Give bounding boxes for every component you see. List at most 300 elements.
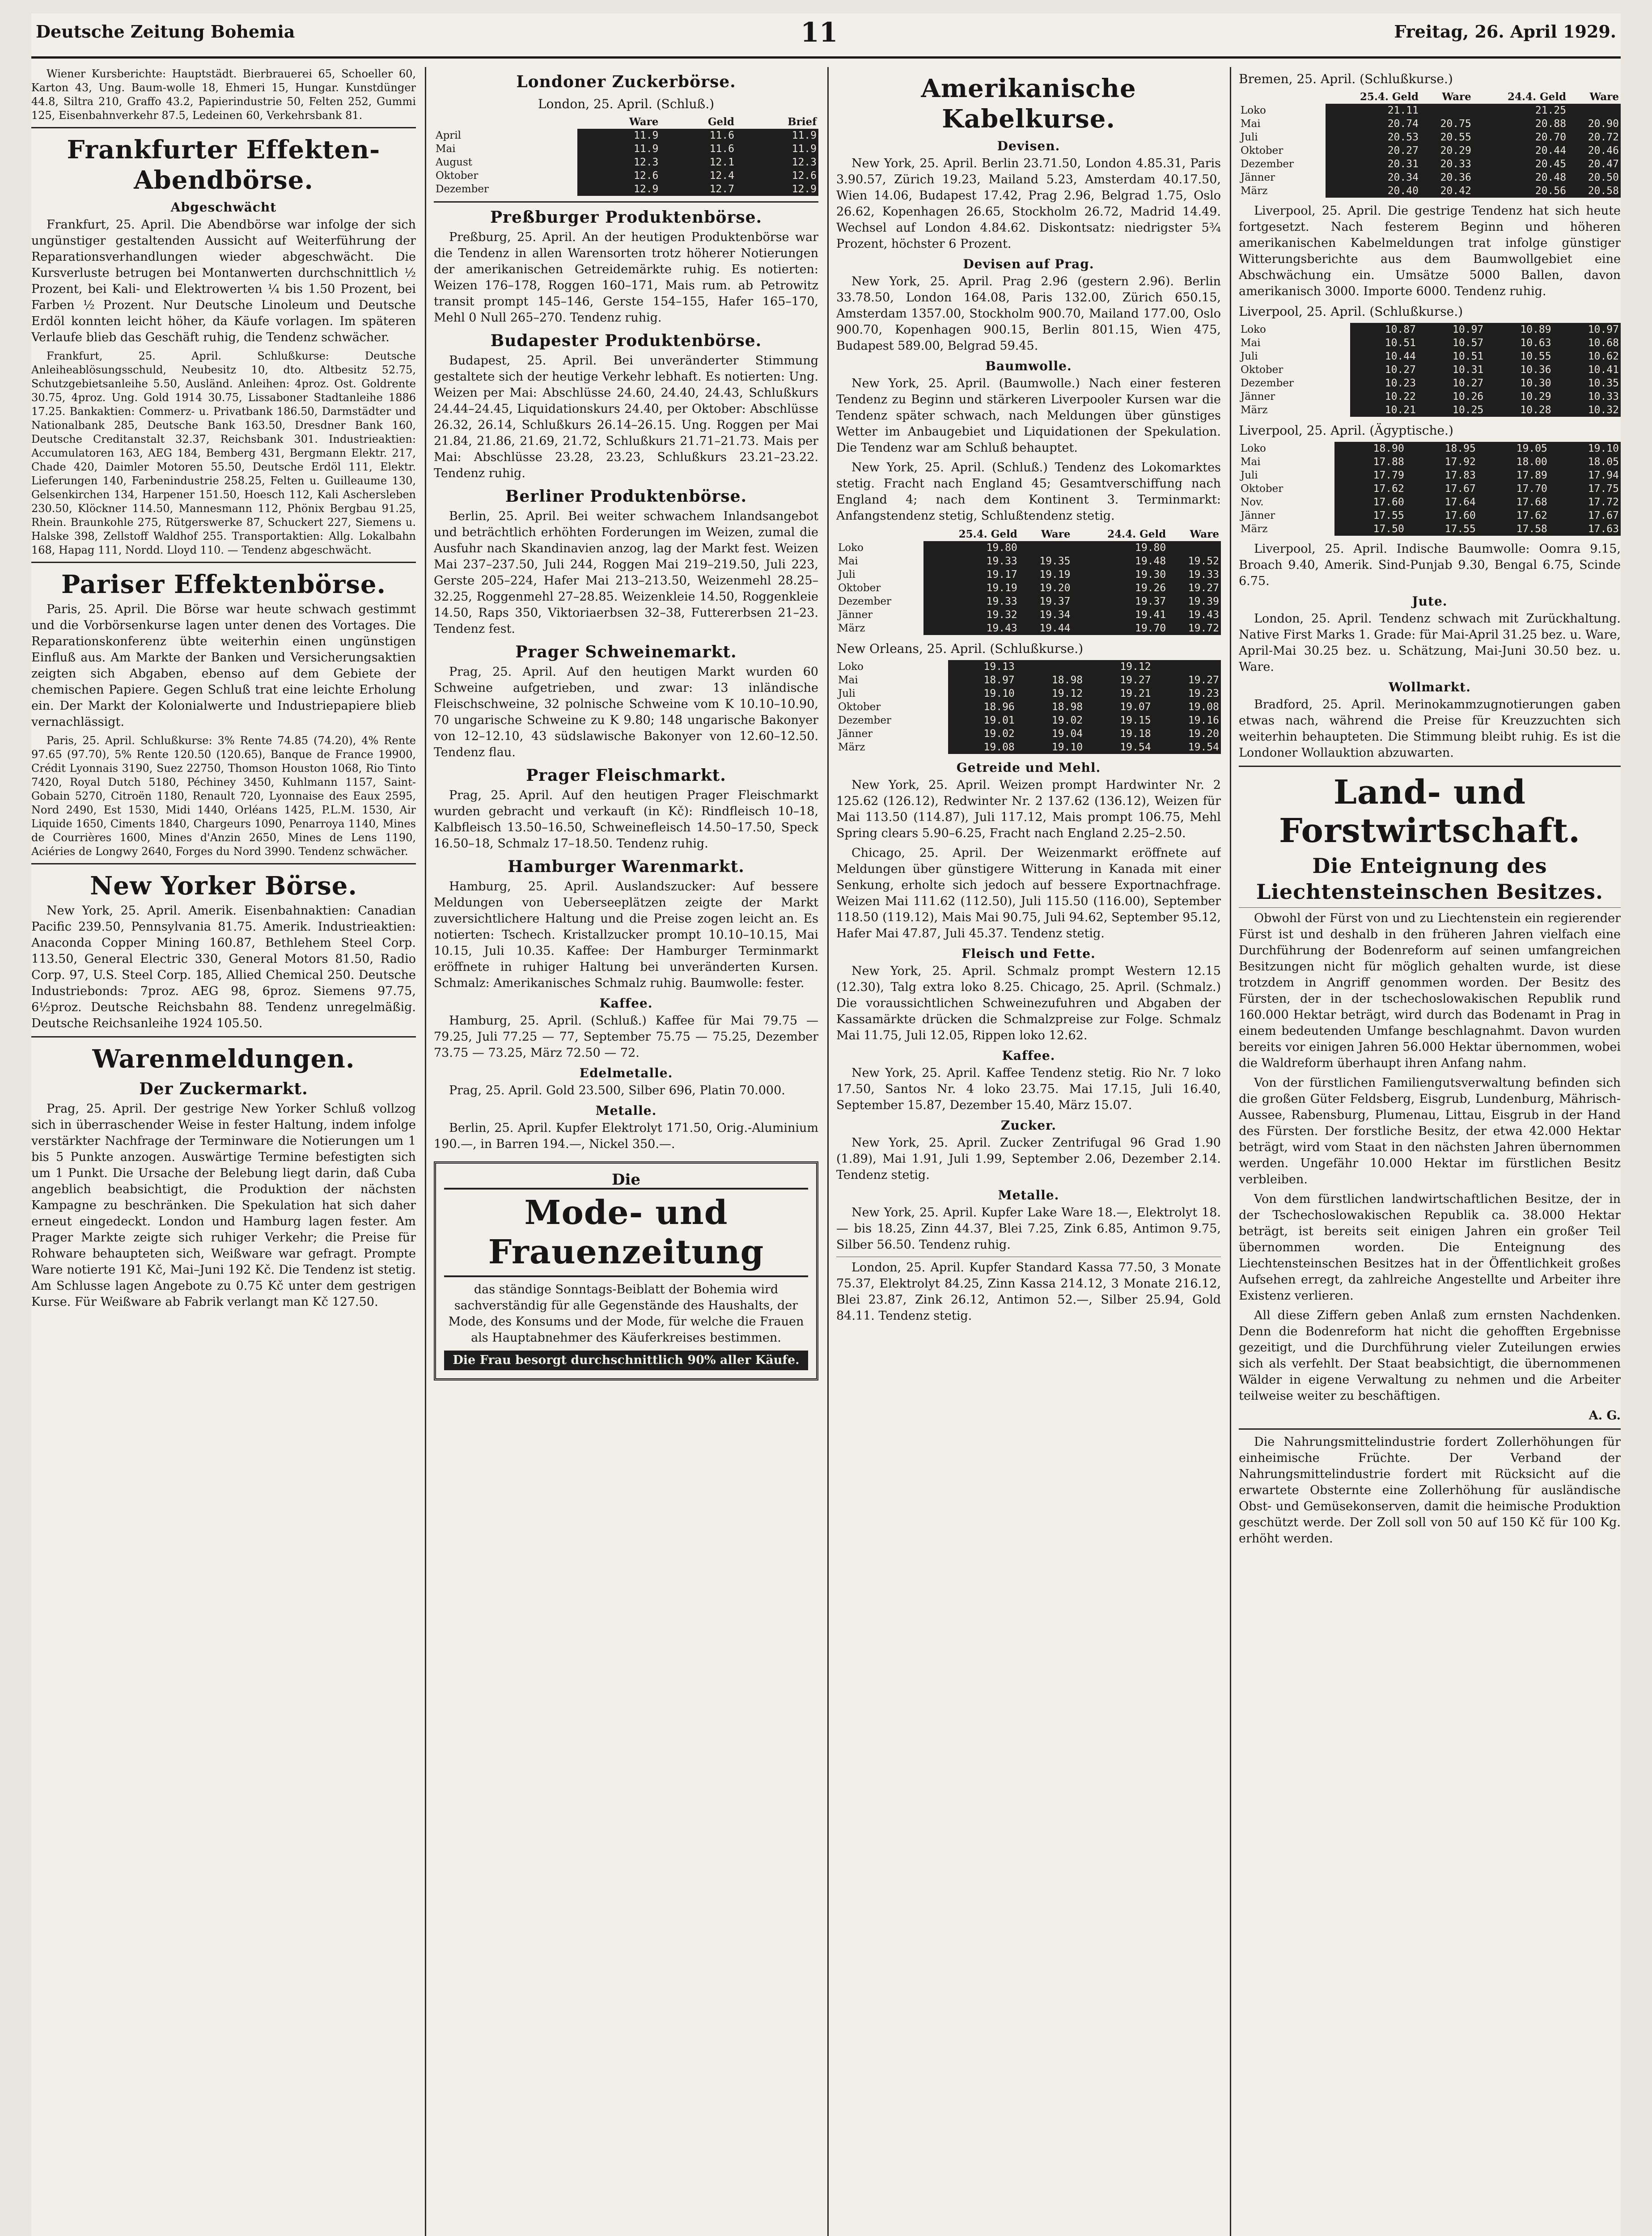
table-row <box>1239 442 1621 455</box>
table-cell: 19.17 <box>923 568 1019 581</box>
zucker-report: Prag, 25. April. Der gestrige New Yorker Schluß vollzog sich in überraschender Weise in fester Haltung, indem infolge verstärkter Nachfrage der Terminware die Notierungen um 1 bis 5 Punkte anzogen. Auswärtige Termine befestigten sich um 1 Punkt. Die Ursache der Belebung liegt darin, daß Cuba angeblich beabsichtigt, die Produktion der nächsten Kampagne zu beschränken. Die Spekulation hat sich daher erneut eingedeckt. London und Hamburg lagen fester. Am Prager Markte zeigte sich ruhiger Verkehr; die Preise für Rohware behaupteten sich, Weißware war gefragt. Prompte Ware notierte 191 Kč, Mai–Juni 192 Kč. Die Tendenz ist stetig. Am Schlusse lagen Angebote zu 0.75 Kč unter dem gestrigen Kurse. Für Weißware ab Fabrik verlangt man Kč 127.50. <box>31 1102 416 1309</box>
table-cell: 19.37 <box>1072 595 1168 608</box>
table-cell: 19.20 <box>1153 727 1221 741</box>
table-row-label: Mai <box>1241 118 1261 130</box>
table-cell: 17.62 <box>1478 509 1549 522</box>
paris-closing-quotes: Paris, 25. April. Schlußkurse: 3% Rente 74.85 (74.20), 4% Rente 97.65 (97.70), 5% Rente 120.50 (120.65), Banque de France 19900, Crédit Lyonnais 3190, Suez 22750, Thomson Houston 1068, Rio Tinto 7420, Royal Dutch 5180, Péchiney 3450, Kuhlmann 1157, Saint-Gobain 5270, Citroën 1180, Renault 720, Lyonnaise des Eaux 2595, Nord 2490, Est 1530, Midi 1440, Orléans 1425, P.L.M. 1530, Air Liquide 1650, Ciments 1840, Chargeurs 1090, Penarroya 1140, Mines de Courrières 1600, Mines d'Anzin 2650, Mines de Lens 1190, Aciéries de Longwy 2640, Forges du Nord 3990. Tendenz schwächer. <box>31 734 416 858</box>
table-header-cell <box>434 115 577 129</box>
table-row <box>1239 509 1621 522</box>
table-row <box>836 687 1221 700</box>
table-cell: 10.27 <box>1418 377 1485 390</box>
section-rule <box>31 1036 416 1038</box>
table-row-label: März <box>1241 185 1268 197</box>
table-cell: 11.6 <box>660 129 736 142</box>
table-cell: 19.33 <box>923 555 1019 568</box>
table-cell: 10.41 <box>1553 363 1621 377</box>
table-row <box>836 741 1221 754</box>
section-rule <box>1239 907 1621 908</box>
table-cell: 10.57 <box>1418 336 1485 350</box>
table-cell: 19.15 <box>1084 714 1152 727</box>
table-cell: 10.55 <box>1485 350 1553 363</box>
table-header-cell: Ware <box>1589 91 1619 103</box>
wool-report: Bradford, 25. April. Merinokammzugnotierungen gaben etwas nach, während die Preise für Kreuzzuchten sich weiterhin behaupteten. Die Stimmung bleibt ruhig. Es ist die Londoner Wollauktion abzuwarten. <box>1239 698 1621 760</box>
cable-rates-heading: Amerikanische Kabelkurse. <box>921 74 1136 134</box>
table-cell: 19.21 <box>1084 687 1152 700</box>
table-cell: 19.27 <box>1084 673 1152 687</box>
table-header-cell: 24.4. Geld <box>1107 528 1166 540</box>
table-cell: 20.36 <box>1420 171 1473 184</box>
table-cell: 19.80 <box>1072 541 1168 555</box>
liechtenstein-paragraph-1: Obwohl der Fürst von und zu Liechtenstein ein regierender Fürst ist und deshalb in den früheren Jahren vielfach eine Durchführung der Bodenreform auf seinen umfangreichen Besitzungen nicht für möglich gehalten wurde, ist diese trotzdem in Angriff genommen worden. Der Besitz des Fürsten, der in der tschechoslowakischen Republik rund 160.000 Hektar beträgt, wird durch das Bodenamt in Prag in einem bedeutenden Umfange beschlagnahmt. Davon wurden bereits vor einigen Jahren 56.000 Hektar übernommen, wobei die Waldreform überhaupt ihren Anfang nahm. <box>1239 911 1621 1070</box>
column-divider <box>1230 67 1231 2236</box>
masthead-page-number: 11 <box>801 17 838 48</box>
prague-currencies-report: New York, 25. April. Prag 2.96 (gestern 2.96). Berlin 33.78.50, London 164.08, Paris 132.00, Zürich 650.15, Amsterdam 1357.00, Stockholm 900.70, Mailand 177.00, Oslo 900.70, Kopenhagen 900.15, Berlin 801.15, Wien 475, Budapest 589.00, Belgrad 59.45. <box>836 275 1221 353</box>
london-sugar-dateline: London, 25. April. (Schluß.) <box>538 97 715 111</box>
table-cell <box>1017 660 1084 673</box>
table-cell: 20.31 <box>1326 157 1420 171</box>
table-cell: 10.97 <box>1553 323 1621 336</box>
table-header-cell <box>836 528 923 541</box>
table-cell: 10.33 <box>1553 390 1621 403</box>
section-rule <box>31 863 416 864</box>
table-cell: 17.68 <box>1478 495 1549 509</box>
table-row-label: März <box>838 623 865 634</box>
table-row-label: Juli <box>838 569 856 580</box>
table-row <box>1239 144 1621 157</box>
table-row <box>836 581 1221 595</box>
table-header-cell <box>1239 90 1326 104</box>
us-metals-subheading: Metalle. <box>998 1188 1059 1203</box>
table-header-cell: 25.4. Geld <box>1360 91 1419 103</box>
table-cell: 19.19 <box>1019 568 1072 581</box>
table-row-label: Oktober <box>436 170 479 182</box>
table-cell: 11.9 <box>577 129 661 142</box>
table-row-label: Oktober <box>838 582 881 594</box>
table-cell: 10.26 <box>1418 390 1485 403</box>
table-cell: 19.13 <box>948 660 1016 673</box>
table-cell: 18.95 <box>1406 442 1478 455</box>
table-cell: 10.68 <box>1553 336 1621 350</box>
currencies-subheading: Devisen. <box>997 139 1060 153</box>
table-cell: 19.10 <box>1017 741 1084 754</box>
table-row-label: März <box>838 741 865 753</box>
table-cell: 17.70 <box>1478 482 1549 495</box>
table-cell: 20.45 <box>1473 157 1568 171</box>
table-cell: 17.79 <box>1334 469 1406 482</box>
table-cell: 19.02 <box>948 727 1016 741</box>
column-divider <box>827 67 829 2236</box>
table-cell: 19.72 <box>1168 622 1221 635</box>
london-sugar-heading: Londoner Zuckerbörse. <box>516 72 736 91</box>
table-row <box>1239 104 1621 117</box>
table-cell: 11.9 <box>736 142 818 156</box>
table-row <box>434 169 818 182</box>
table-cell: 19.80 <box>923 541 1019 555</box>
liechtenstein-paragraph-4: All diese Ziffern geben Anlaß zum ernsten Nachdenken. Denn die Bodenreform hat nicht die gehofften Ergebnisse gezeitigt, und die Durchführung vieler Zuteilungen erwies sich als verfehlt. Der Staat beabsichtigt, die übernommenen Wälder in eigene Verwaltung zu nehmen und die Arbeiter teilweise weiter zu beschäftigen. <box>1239 1309 1621 1403</box>
table-row <box>1239 171 1621 184</box>
newspaper-page <box>31 13 1621 2236</box>
table-cell: 21.25 <box>1473 104 1568 117</box>
table-cell: 20.53 <box>1326 131 1420 144</box>
column-4 <box>1239 67 1621 2236</box>
table-cell: 20.46 <box>1568 144 1621 157</box>
prague-currencies-subheading: Devisen auf Prag. <box>963 257 1094 271</box>
budapest-heading: Budapester Produktenbörse. <box>490 331 762 350</box>
table-cell: 19.26 <box>1072 581 1168 595</box>
masthead-paper-name: Deutsche Zeitung Bohemia <box>36 21 295 42</box>
table-row-label: Oktober <box>838 701 881 713</box>
grain-report-chicago: Chicago, 25. April. Der Weizenmarkt eröffnete auf Meldungen über günstigere Witterung in Kanada mit einer Senkung, erholte sich jedoch auf bessere Exportnachfrage. Weizen Mai 111.62 (112.50), Juli 115.50 (116.00), September 118.50 (119.12), Mais Mai 90.75, Juli 94.62, September 95.12, Hafer Mai 47.87, Juli 45.37. Tendenz stetig. <box>836 846 1221 940</box>
table-row <box>1239 403 1621 417</box>
table-row-label: August <box>436 157 473 168</box>
table-cell: 19.23 <box>1153 687 1221 700</box>
table-cell: 17.63 <box>1549 522 1621 536</box>
newyork-report: New York, 25. April. Amerik. Eisenbahnaktien: Canadian Pacific 239.50, Pennsylvania 81.75. Amerik. Industrieaktien: Anaconda Copper Mining 160.87, Bethlehem Steel Corp. 113.50, General Electric 330, General Motors 81.50, Radio Corp. 97, U.S. Steel Corp. 185, Allied Chemical 250. Deutsche Industriebonds: 7proz. AEG 98, 6proz. Siemens 97.75, 6½proz. Deutsche Reichsbahn 88. Tendenz unregelmäßig. Deutsche Reichsanleihe 1924 105.50. <box>31 904 416 1030</box>
table-cell: 10.27 <box>1350 363 1418 377</box>
table-row-label: Loko <box>838 661 864 673</box>
fashion-supplement-ad <box>434 1161 818 1381</box>
table-cell: 19.12 <box>1084 660 1152 673</box>
masthead-date: Freitag, 26. April 1929. <box>1394 21 1616 42</box>
table-row-label: Mai <box>436 143 456 155</box>
table-row <box>836 700 1221 714</box>
table-row <box>1239 495 1621 509</box>
table-row-label: Dezember <box>436 183 489 195</box>
masthead <box>31 13 1621 59</box>
new-orleans-dateline: New Orleans, 25. April. (Schlußkurse.) <box>836 641 1084 656</box>
coffee-subheading: Kaffee. <box>599 996 653 1011</box>
table-header-cell: Ware <box>1041 528 1071 540</box>
table-cell <box>1420 104 1473 117</box>
table-row <box>434 182 818 196</box>
table-row <box>1239 522 1621 536</box>
section-rule <box>31 127 416 128</box>
bremen-cotton-table <box>1239 90 1621 198</box>
table-cell: 20.88 <box>1473 117 1568 131</box>
table-cell: 20.58 <box>1568 184 1621 198</box>
table-cell: 19.02 <box>1017 714 1084 727</box>
table-row-label: Loko <box>1241 105 1266 116</box>
table-cell: 17.64 <box>1406 495 1478 509</box>
table-cell: 17.92 <box>1406 455 1478 469</box>
table-header-cell: 25.4. Geld <box>958 528 1017 540</box>
hamburg-heading: Hamburger Warenmarkt. <box>508 857 745 876</box>
jute-report: London, 25. April. Tendenz schwach mit Zurückhaltung. Native First Marks 1. Grade: für Mai-April 31.25 bez. u. Ware, April-Mai 30.25 bez. u. Schätzung, Mai-Juni 30.50 bez. u. Ware. <box>1239 612 1621 674</box>
section-rule <box>434 201 818 203</box>
table-cell: 11.9 <box>577 142 661 156</box>
table-row-label: März <box>1241 523 1268 535</box>
table-row <box>1239 117 1621 131</box>
table-cell: 19.35 <box>1019 555 1072 568</box>
table-row-label: Juli <box>1241 131 1258 143</box>
table-cell: 20.42 <box>1420 184 1473 198</box>
table-cell: 10.21 <box>1350 403 1418 417</box>
column-2 <box>434 67 818 2236</box>
table-cell: 19.33 <box>1168 568 1221 581</box>
table-cell: 12.1 <box>660 156 736 169</box>
frankfurt-heading: Frankfurter Effekten-Abendbörse. <box>67 135 381 195</box>
ad-footer: Die Frau besorgt durchschnittlich 90% aller Käufe. <box>444 1351 808 1370</box>
table-cell: 20.50 <box>1568 171 1621 184</box>
table-cell: 19.08 <box>948 741 1016 754</box>
table-row-label: Mai <box>1241 337 1261 349</box>
table-cell: 19.01 <box>948 714 1016 727</box>
table-cell: 12.3 <box>577 156 661 169</box>
metals-report: Berlin, 25. April. Kupfer Elektrolyt 171.50, Orig.-Aluminium 190.—, in Barren 194.—, Nickel 350.—. <box>434 1121 818 1151</box>
table-cell: 17.94 <box>1549 469 1621 482</box>
table-row-label: Loko <box>1241 324 1266 335</box>
table-cell: 19.16 <box>1153 714 1221 727</box>
food-industry-report: Die Nahrungsmittelindustrie fordert Zollerhöhungen für einheimische Früchte. Der Verband der Nahrungsmittelindustrie fordert mit Rücksicht auf die erwartete Obsternte eine Zollerhöhung für ausländische Obst- und Gemüsekonserven, damit die heimische Produktion geschützt werde. Der Zoll soll von 50 auf 150 Kč für 100 Kg. erhöht werden. <box>1239 1435 1621 1546</box>
table-cell <box>1019 541 1072 555</box>
table-cell: 20.40 <box>1326 184 1420 198</box>
table-cell: 20.56 <box>1473 184 1568 198</box>
grain-subheading: Getreide und Mehl. <box>956 760 1101 775</box>
us-coffee-report: New York, 25. April. Kaffee Tendenz stetig. Rio Nr. 7 loko 17.50, Santos Nr. 4 loko 23.75. Mai 17.15, Juli 16.40, September 15.87, Dezember 15.40, März 15.07. <box>836 1066 1221 1112</box>
table-cell: 19.34 <box>1019 608 1072 622</box>
table-cell: 19.43 <box>923 622 1019 635</box>
section-rule <box>31 562 416 563</box>
table-cell: 19.54 <box>1153 741 1221 754</box>
column-3 <box>836 67 1221 2236</box>
bremen-dateline: Bremen, 25. April. (Schlußkurse.) <box>1239 72 1453 86</box>
column-divider <box>425 67 426 2236</box>
cotton-subheading: Baumwolle. <box>985 359 1072 373</box>
table-row <box>836 595 1221 608</box>
table-cell: 17.60 <box>1406 509 1478 522</box>
table-cell: 20.55 <box>1420 131 1473 144</box>
table-cell: 19.70 <box>1072 622 1168 635</box>
wool-subheading: Wollmarkt. <box>1389 680 1471 695</box>
table-cell: 17.62 <box>1334 482 1406 495</box>
us-coffee-subheading: Kaffee. <box>1002 1048 1055 1063</box>
table-cell: 17.58 <box>1478 522 1549 536</box>
table-cell: 17.55 <box>1334 509 1406 522</box>
table-cell: 18.97 <box>948 673 1016 687</box>
table-cell: 18.98 <box>1017 673 1084 687</box>
ad-text: das ständige Sonntags-Beiblatt der Bohemia wird sachverständig für alle Gegenstände des Haushalts, der Mode, des Konsums und der Mode, für welche die Frauen als Hauptabnehmer des Käuferkreises bestimmen. <box>448 1283 804 1345</box>
table-cell: 12.6 <box>736 169 818 182</box>
frankfurt-subheading: Abgeschwächt <box>170 200 277 215</box>
london-metals-report: London, 25. April. Kupfer Standard Kassa 77.50, 3 Monate 75.37, Elektrolyt 84.25, Zinn Kassa 214.12, 3 Monate 216.12, Blei 23.87, Zink 26.12, Antimon 52.—, Silber 25.94, Gold 84.11. Tendenz stetig. <box>836 1261 1221 1323</box>
new-orleans-cotton-table <box>836 660 1221 754</box>
paris-heading: Pariser Effektenbörse. <box>61 570 386 599</box>
table-row <box>1239 350 1621 363</box>
table-cell: 19.18 <box>1084 727 1152 741</box>
hamburg-report: Hamburg, 25. April. Auslandszucker: Auf bessere Meldungen von Ueberseeplätzen zeigte der Markt zuversichtlichere Haltung und die Preise zogen leicht an. Es notierten: Tschech. Kristallzucker prompt 10.10–10.15, Mai 10.15, Juli 10.35. Kaffee: Der Hamburger Terminmarkt eröffnete in ruhiger Haltung bei unveränderten Kursen. Schmalz: Amerikanisches Schmalz ruhig. Baumwolle: fester. <box>434 880 818 990</box>
table-cell: 17.72 <box>1549 495 1621 509</box>
table-cell: 10.28 <box>1485 403 1553 417</box>
us-sugar-report: New York, 25. April. Zucker Zentrifugal 96 Grad 1.90 (1.89), Mai 1.91, Juli 1.99, September 2.06, Dezember 2.14. Tendenz stetig. <box>836 1136 1221 1182</box>
table-row <box>836 622 1221 635</box>
table-cell: 17.89 <box>1478 469 1549 482</box>
table-header-cell: Geld <box>707 116 734 128</box>
ad-title: Mode- und Frauenzeitung <box>444 1188 808 1277</box>
table-cell: 20.48 <box>1473 171 1568 184</box>
table-cell: 11.9 <box>736 129 818 142</box>
table-cell: 10.22 <box>1350 390 1418 403</box>
table-cell: 10.25 <box>1418 403 1485 417</box>
zucker-subheading: Der Zuckermarkt. <box>139 1080 308 1098</box>
coffee-report: Hamburg, 25. April. (Schluß.) Kaffee für Mai 79.75 — 79.25, Juli 77.25 — 77, September 75.75 — 75.25, Dezember 73.75 — 73.25, März 72.50 — 72. <box>434 1014 818 1060</box>
table-row-label: Oktober <box>1241 364 1283 376</box>
liechtenstein-paragraph-2: Von der fürstlichen Familiengutsverwaltung befinden sich die großen Güter Feldsberg, Eisgrub, Lundenburg, Mährisch-Aussee, Rabensburg, Plumenau, Littau, Eisgrub in der Hand des Fürsten. Der forstliche Besitz, der etwa 42.000 Hektar beträgt, wird vom Staat in den nächsten Jahren übernommen werden. Ungefähr 10.000 Hektar im fürstlichen Besitz verbleiben. <box>1239 1076 1621 1186</box>
table-row-label: Juli <box>1241 351 1258 362</box>
table-cell: 20.27 <box>1326 144 1420 157</box>
table-cell: 10.89 <box>1485 323 1553 336</box>
liverpool-dateline: Liverpool, 25. April. (Schlußkurse.) <box>1239 304 1463 319</box>
table-cell: 17.50 <box>1334 522 1406 536</box>
table-cell: 10.29 <box>1485 390 1553 403</box>
berlin-produce-report: Berlin, 25. April. Bei weiter schwachem Inlandsangebot und beträchtlich erhöhten Forderungen im Weizen, zumal die Ausfuhr nach Skandinavien anzog, lag der Markt fest. Weizen Mai 237–237.50, Juli 244, Roggen Mai 219–219.50, Juli 223, Gerste 205–224, Hafer Mai 213–213.50, Weizenmehl 28.25–32.25, Roggenmehl 27–28.85. Weizenkleie 14.50, Roggenkleie 14.50, Raps 350, Viktoriaerbsen 32–38, Futtererbsen 21–23. Tendenz fest. <box>434 509 818 636</box>
table-cell: 20.44 <box>1473 144 1568 157</box>
table-row-label: März <box>1241 404 1268 416</box>
table-row <box>836 673 1221 687</box>
table-cell: 19.10 <box>1549 442 1621 455</box>
table-row-label: Dezember <box>838 715 891 726</box>
table-cell: 12.7 <box>660 182 736 196</box>
table-cell: 17.67 <box>1549 509 1621 522</box>
table-row-label: Dezember <box>1241 158 1294 170</box>
table-cell: 17.67 <box>1406 482 1478 495</box>
table-cell: 19.37 <box>1019 595 1072 608</box>
table-header-cell: Ware <box>1190 528 1219 540</box>
table-row-label: Mai <box>1241 456 1261 468</box>
table-row <box>836 608 1221 622</box>
table-row <box>836 714 1221 727</box>
table-row-label: Jänner <box>838 728 873 740</box>
table-cell: 10.35 <box>1553 377 1621 390</box>
table-cell: 10.97 <box>1418 323 1485 336</box>
table-cell: 10.32 <box>1553 403 1621 417</box>
section-rule <box>1239 1428 1621 1430</box>
table-cell: 19.05 <box>1478 442 1549 455</box>
table-cell: 18.00 <box>1478 455 1549 469</box>
meat-fat-subheading: Fleisch und Fette. <box>962 946 1096 961</box>
table-cell: 19.54 <box>1084 741 1152 754</box>
table-cell: 21.11 <box>1326 104 1420 117</box>
table-header-cell: Ware <box>1442 91 1471 103</box>
table-row-label: Dezember <box>1241 377 1294 389</box>
agriculture-forestry-heading: Land- und Forstwirtschaft. <box>1279 773 1580 850</box>
meat-fat-report: New York, 25. April. Schmalz prompt Western 12.15 (12.30), Talg extra loko 8.25. Chicago, 25. April. (Schmalz.) Die voraussichtlichen Schweinezufuhren und Abgaben der Kassamärkte drücken die Schmalzpreise zur Folge. Schmalz Mai 11.75, Juli 12.05, Rippen loko 12.62. <box>836 964 1221 1042</box>
metals-subheading: Metalle. <box>595 1103 657 1118</box>
london-sugar-table <box>434 115 818 196</box>
table-cell: 19.07 <box>1084 700 1152 714</box>
table-row <box>836 555 1221 568</box>
table-cell: 10.87 <box>1350 323 1418 336</box>
table-cell: 20.75 <box>1420 117 1473 131</box>
table-cell: 12.6 <box>577 169 661 182</box>
table-cell: 10.31 <box>1418 363 1485 377</box>
table-cell: 12.9 <box>577 182 661 196</box>
table-cell: 10.63 <box>1485 336 1553 350</box>
newyork-heading: New Yorker Börse. <box>90 871 357 901</box>
grain-report-newyork: New York, 25. April. Weizen prompt Hardwinter Nr. 2 125.62 (126.12), Redwinter Nr. 2 137.62 (136.12), Weizen für Mai 113.50 (114.87), Juli 117.12, Mais prompt 106.75, Mehl Spring clears 5.90–6.25, Fracht nach England 2.25–2.50. <box>836 778 1221 840</box>
table-row <box>1239 482 1621 495</box>
table-cell: 20.34 <box>1326 171 1420 184</box>
table-cell: 17.88 <box>1334 455 1406 469</box>
table-cell: 20.72 <box>1568 131 1621 144</box>
cotton-report-closing: New York, 25. April. (Schluß.) Tendenz des Lokomarktes stetig. Fracht nach England 45; Gesamtverschiffung nach England 4; nach dem Kontinent 3. Terminmarkt: Anfangstendenz stetig, Schlußtendenz stetig. <box>836 461 1221 523</box>
table-row <box>1239 390 1621 403</box>
table-row <box>836 727 1221 741</box>
table-row <box>1239 336 1621 350</box>
table-cell: 10.44 <box>1350 350 1418 363</box>
table-cell: 20.70 <box>1473 131 1568 144</box>
table-cell: 19.41 <box>1072 608 1168 622</box>
table-cell: 10.62 <box>1553 350 1621 363</box>
table-cell: 19.12 <box>1017 687 1084 700</box>
vienna-quotes: Wiener Kursberichte: Hauptstädt. Bierbrauerei 65, Schoeller 60, Karton 43, Ung. Baum-wolle 18, Ehmeri 15, Hungar. Kunstdünger 44.8, Siltra 210, Graffo 43.2, Papierindustrie 50, Felten 252, Gummi 125, Eisenbahnverkehr 87.5, Ledeinen 60, Verkehrsbank 81. <box>31 68 416 122</box>
pressburg-report: Preßburg, 25. April. An der heutigen Produktenbörse war die Tendenz in allen Warensorten trotz höherer Notierungen der amerikanischen Getreidemärkte ruhig. Es notierten: Weizen 176–178, Roggen 160–171, Mais rum. ab Petrowitz transit prompt 145–146, Gerste 154–155, Hafer 165–170, Mehl 0 Null 265–270. Tendenz ruhig. <box>434 230 818 325</box>
newyork-cotton-table <box>836 528 1221 635</box>
table-row <box>1239 131 1621 144</box>
article-signature: A. G. <box>1588 1409 1621 1423</box>
liechtenstein-paragraph-3: Von dem fürstlichen landwirtschaftlichen Besitze, der in der Tschechoslowakischen Republik ca. 38.000 Hektar beträgt, ist bereits seit einigen Jahren ein großer Teil übernommen worden. Die Enteignung des Liechtensteinschen Besitzes hat in der Öffentlichkeit großes Aufsehen erregt, da zahlreiche Angestellte und Arbeiter ihre Existenz verlieren. <box>1239 1192 1621 1303</box>
table-row <box>836 541 1221 555</box>
currencies-report: New York, 25. April. Berlin 23.71.50, London 4.85.31, Paris 3.90.57, Zürich 19.23, Mailand 5.23, Amsterdam 40.17.50, Wien 14.06, Budapest 17.42, Prag 2.96, Belgrad 1.75, Oslo 26.62, Kopenhagen 26.65, Stockholm 26.72, Madrid 14.49. Wechsel auf London 4.84.62. Diskontsatz: niedrigster 5¾ Prozent, höchster 6 Prozent. <box>836 157 1221 251</box>
table-cell: 18.96 <box>948 700 1016 714</box>
table-header-row <box>836 528 1221 541</box>
table-row <box>1239 323 1621 336</box>
budapest-report: Budapest, 25. April. Bei unveränderter Stimmung gestaltete sich der heutige Verkehr lebhaft. Es notierten: Ung. Weizen per Mai: Abschlüsse 24.60, 24.40, 24.43, Schlußkurs 24.44–24.45, Liquidationskurs 24.40, per Oktober: Abschlüsse 26.32, 26.14, Schlußkurs 26.14–26.15. Ung. Roggen per Mai 21.84, 21.86, 21.69, 21.72, Schlußkurs 21.71–21.73. Mais per Mai: Abschlüsse 23.28, 23.23, Schlußkurs 23.21–23.22. Tendenz ruhig. <box>434 354 818 480</box>
table-row <box>1239 455 1621 469</box>
table-cell: 10.30 <box>1485 377 1553 390</box>
paris-report: Paris, 25. April. Die Börse war heute schwach gestimmt und die Vorbörsenkurse lagen unter denen des Vortages. Die Reparationskonferenz übte weiterhin einen ungünstigen Einfluß aus. Am Markte der Banken und Versicherungsaktien zeigten sich Abgaben, ebenso auf dem Gebiete der chemischen Papiere. Gegen Schluß trat eine leichte Erholung ein. Der Markt der Kolonialwerte und Industriepapiere blieb vernachlässigt. <box>31 602 416 729</box>
table-cell: 10.51 <box>1350 336 1418 350</box>
table-header-cell: Ware <box>629 116 659 128</box>
prague-meat-market-report: Prag, 25. April. Auf den heutigen Prager Fleischmarkt wurden gebracht und verkauft (in Kč): Rindfleisch 10–18, Kalbfleisch 13.50–16.50, Schweinefleisch 14.50–17.50, Speck 16.50–18, Schmalz 17–18.50. Tendenz ruhig. <box>434 788 818 851</box>
table-cell: 10.36 <box>1485 363 1553 377</box>
table-row-label: Oktober <box>1241 483 1283 495</box>
table-row <box>1239 184 1621 198</box>
table-row-label: Juli <box>838 688 856 699</box>
table-cell: 18.90 <box>1334 442 1406 455</box>
table-row <box>1239 469 1621 482</box>
berlin-produce-heading: Berliner Produktenbörse. <box>505 487 747 506</box>
table-cell: 19.20 <box>1019 581 1072 595</box>
column-1 <box>31 67 416 2236</box>
indian-cotton-report: Liverpool, 25. April. Indische Baumwolle: Oomra 9.15, Broach 9.40, Amerik. Sind-Punjab 9.30, Bengal 6.75, Scinde 6.75. <box>1239 542 1621 588</box>
table-cell: 17.55 <box>1406 522 1478 536</box>
frankfurt-report: Frankfurt, 25. April. Die Abendbörse war infolge der sich ungünstiger gestaltenden Aussicht auf Weiterführung der Reparationsverhandlungen wieder abgeschwächt. Die Kursverluste betrugen bei Montanwerten durchschnittlich ½ Prozent, bei Kali- und Elektrowerten ¼ bis 1.50 Prozent, bei Farben ½ Prozent. Nur Deutsche Linoleum und Deutsche Erdöl konnten leicht höher, da Käufe vorlagen. Im späteren Verlaufe blieb das Geschäft ruhig, die Tendenz schwächer. <box>31 218 416 344</box>
table-header-row <box>434 115 818 129</box>
table-cell: 17.60 <box>1334 495 1406 509</box>
table-header-row <box>1239 90 1621 104</box>
table-cell <box>1168 541 1221 555</box>
table-cell: 19.27 <box>1168 581 1221 595</box>
table-cell: 19.30 <box>1072 568 1168 581</box>
precious-metals-report: Prag, 25. April. Gold 23.500, Silber 696, Platin 70.000. <box>449 1084 785 1097</box>
table-cell: 12.4 <box>660 169 736 182</box>
us-metals-report: New York, 25. April. Kupfer Lake Ware 18.—, Elektrolyt 18.— bis 18.25, Zinn 44.37, Blei 7.25, Zink 6.85, Antimon 9.75, Silber 56.50. Tendenz ruhig. <box>836 1206 1221 1252</box>
prague-pig-market-heading: Prager Schweinemarkt. <box>515 643 737 661</box>
table-cell: 19.43 <box>1168 608 1221 622</box>
table-cell: 18.05 <box>1549 455 1621 469</box>
cotton-report: New York, 25. April. (Baumwolle.) Nach einer festeren Tendenz zu Beginn und stärkeren Liverpooler Kursen war die Tendenz später schwach, nach Meldungen über günstiges Wetter im Anbaugebiet und Liquidationen der Spekulation. Die Tendenz war am Schluß behauptet. <box>836 377 1221 455</box>
table-row <box>1239 157 1621 171</box>
table-cell: 17.75 <box>1549 482 1621 495</box>
table-row-label: Mai <box>838 674 858 686</box>
table-cell: 10.23 <box>1350 377 1418 390</box>
prague-meat-market-heading: Prager Fleischmarkt. <box>526 766 726 785</box>
table-row-label: Jänner <box>1241 391 1275 402</box>
prague-pig-market-report: Prag, 25. April. Auf den heutigen Markt wurden 60 Schweine aufgetrieben, und zwar: 13 inländische Fleischschweine, 32 polnische Schweine vom K 10.10–10.90, 70 ungarische Schweine zu K 9.80; 148 ungarische Bakonyer von 12–12.10, 43 südslawische Bakonyer von 12.60–12.50. Tendenz flau. <box>434 665 818 759</box>
table-cell: 20.29 <box>1420 144 1473 157</box>
table-row-label: Loko <box>838 542 864 554</box>
table-cell: 19.48 <box>1072 555 1168 568</box>
